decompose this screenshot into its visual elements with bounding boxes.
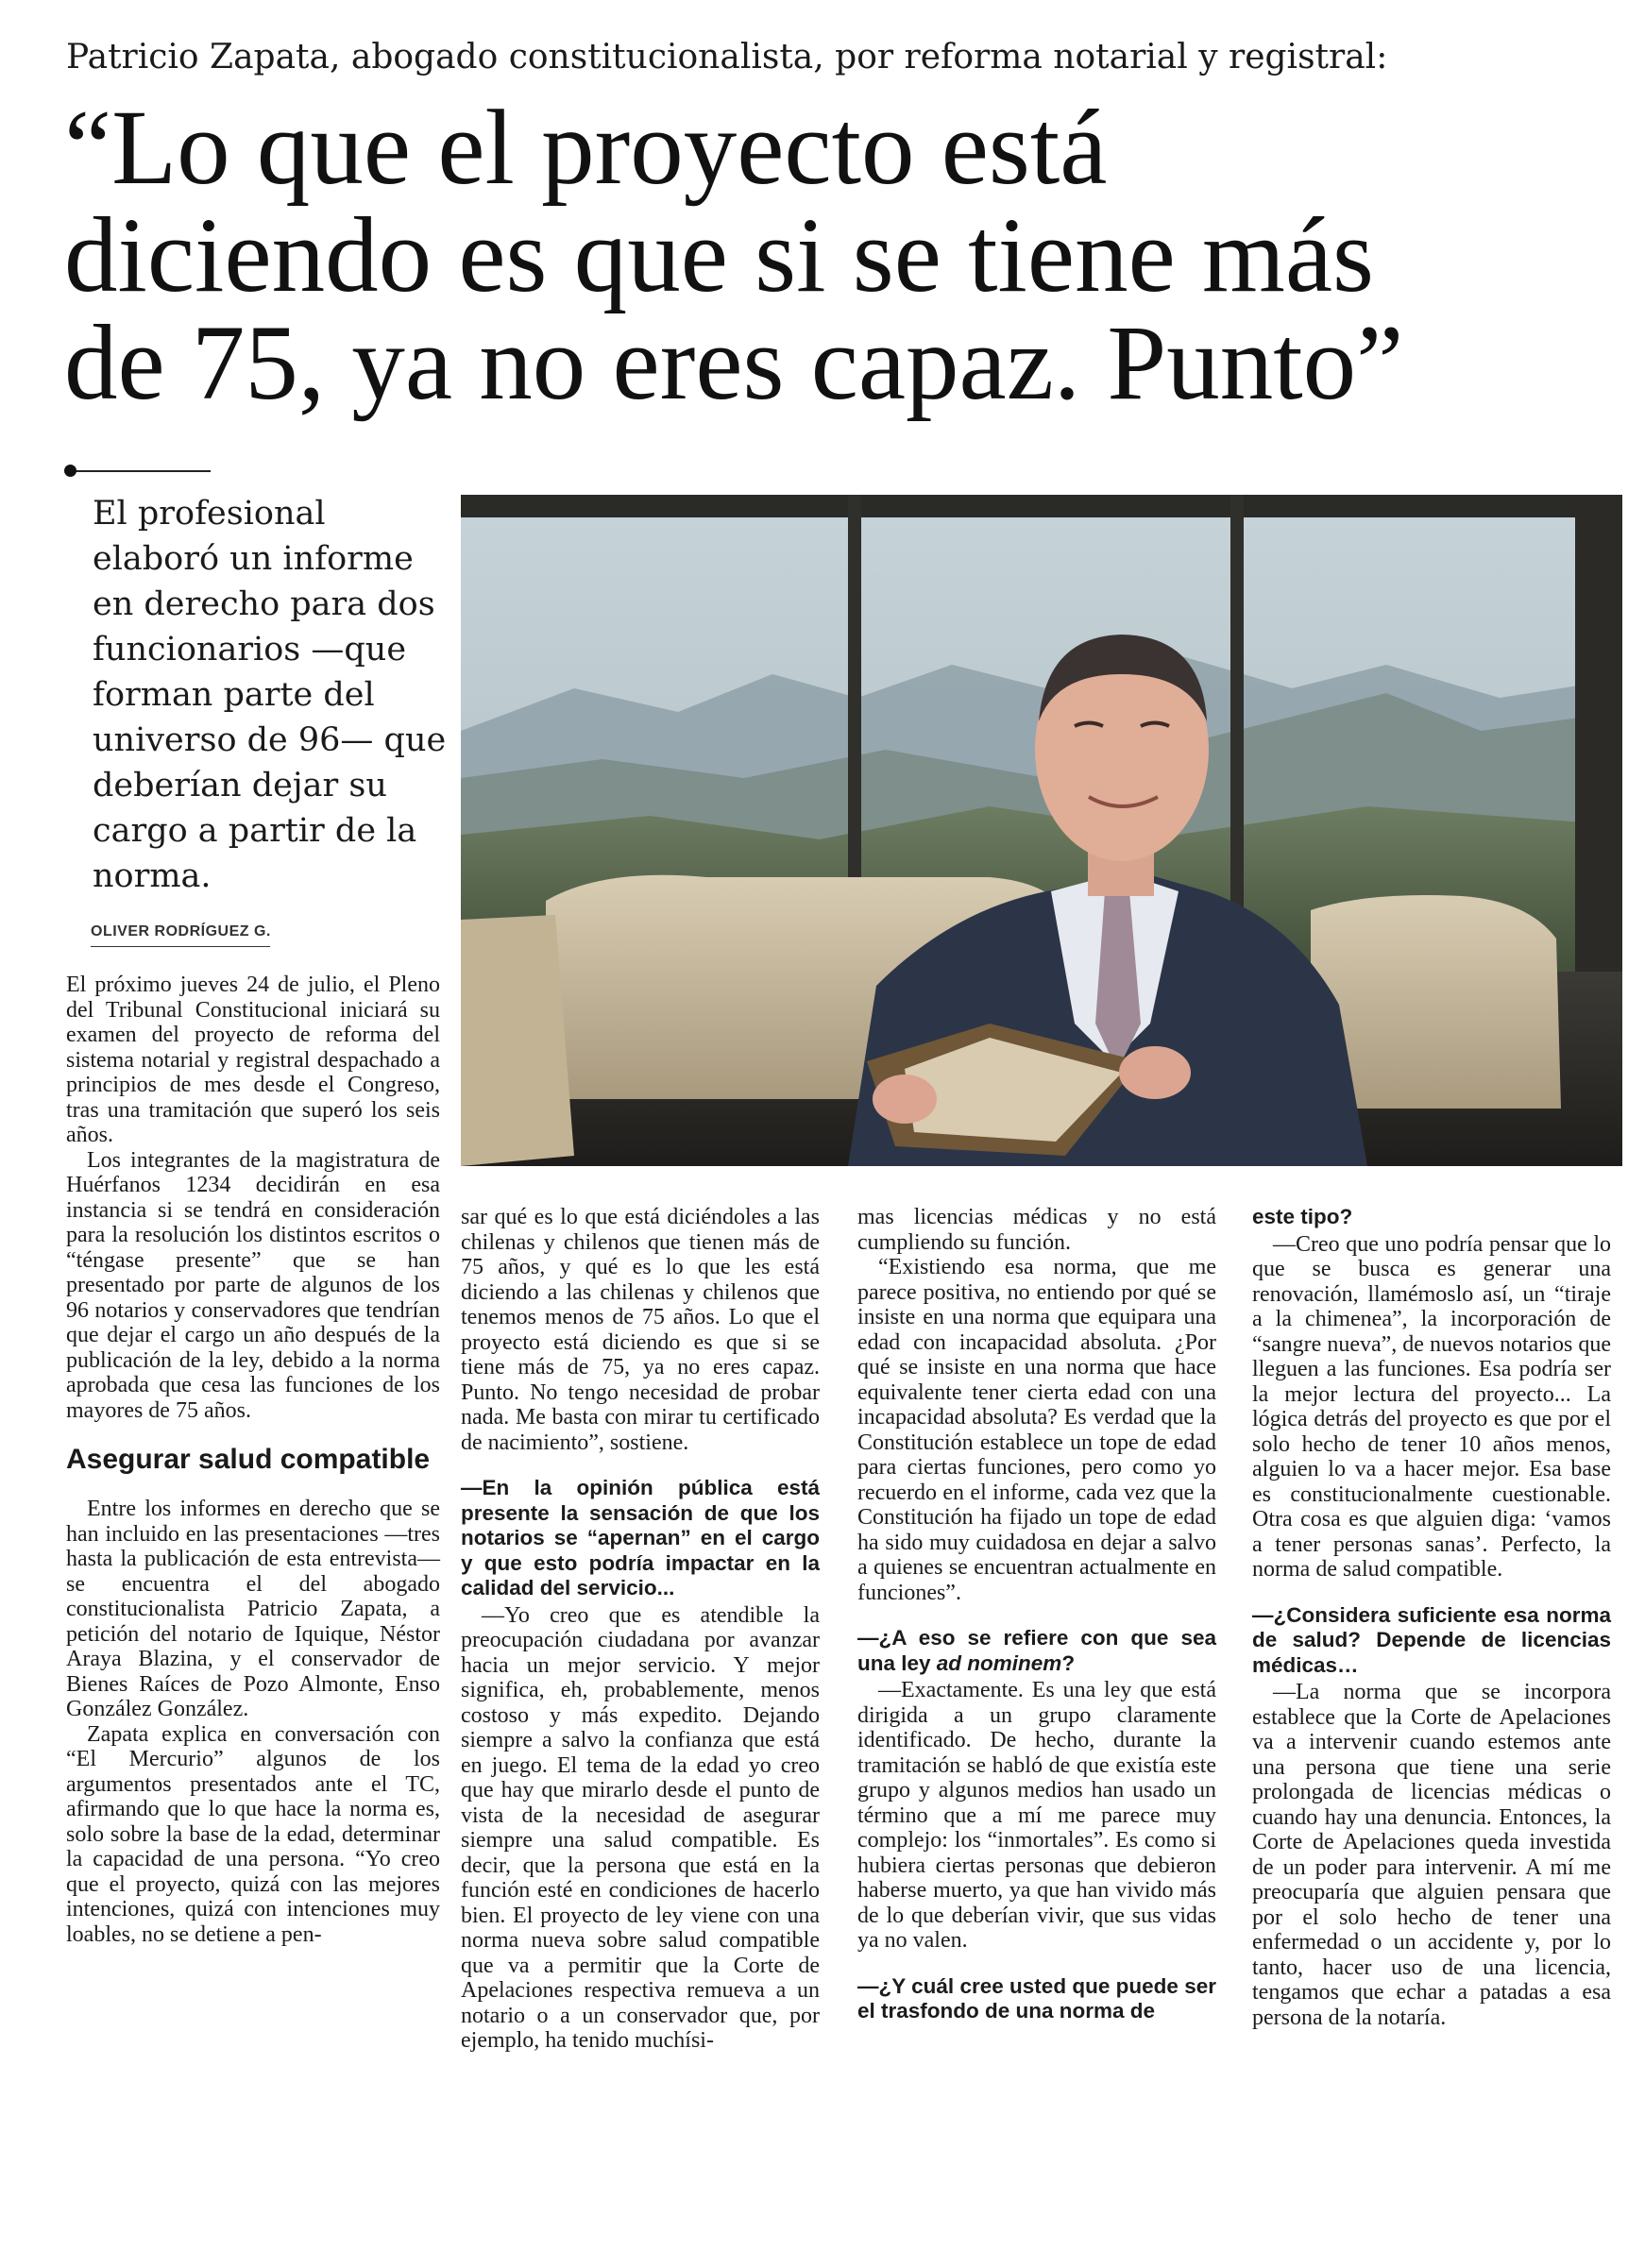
lead-divider	[66, 470, 211, 472]
article-column-2	[461, 1205, 820, 2054]
question-italic-term: ad nominem	[936, 1650, 1062, 1675]
portrait-photo-illustration	[461, 495, 1622, 1166]
paragraph: —Creo que uno podría pensar que lo que se busca es generar una renovación, llamémoslo así, un “tiraje a la chimenea”, la incorporación de “sangre nueva”, de nuevos notarios que lleguen a las funciones. Esa podría ser la mejor lectura del proyecto... La lógica detrás del proyecto es que por el solo hecho de tener 10 años menos, alguien lo va a hacer mejor. Esa base es constitucionalmente cuestionable. Otra cosa es que alguien diga: ‘vamos a tener personas sanas’. Perfecto, la norma de salud compatible.	[1252, 1231, 1611, 1582]
article-column-3	[857, 1205, 1216, 2024]
article-column-1	[66, 973, 440, 1947]
headline-line-3: de 75, ya no eres capaz. Punto”	[64, 304, 1404, 422]
interview-question: este tipo?	[1252, 1205, 1353, 1228]
paragraph: Zapata explica en conversación con “El Mercurio” algunos de los argumentos presentados ante el TC, afirmando que lo que hace la norma es, solo sobre la base de la edad, determinar la capacidad de una persona. “Yo creo que el proyecto, quizá con las mejores intenciones, quizá con intenciones muy loables, no se detiene a pen-	[66, 1721, 440, 1947]
headline-line-1: “Lo que el proyecto está	[64, 89, 1108, 207]
interview-question: —¿Considera suficiente esa norma de salud? Depende de licencias médicas…	[1252, 1602, 1611, 1677]
paragraph: Los integrantes de la magistratura de Huérfanos 1234 decidirán en esa instancia si se tendrá en consideración para la resolución los distintos escritos o “téngase presente” que se han presentado por parte de algunos de los 96 notarios y conservadores que tendrían que dejar el cargo un año después de la publicación de la ley, debido a la norma aprobada que cesa las funciones de los mayores de 75 años.	[66, 1147, 440, 1423]
lead-divider-dot	[64, 465, 76, 477]
author-byline: OLIVER RODRÍGUEZ G.	[91, 923, 271, 939]
article-kicker: Patricio Zapata, abogado constitucionalista, por reforma notarial y registral:	[66, 38, 1388, 76]
paragraph: “Existiendo esa norma, que me parece positiva, no entiendo por qué se insiste en una norma que equipara una edad con incapacidad absoluta. ¿Por qué se insiste en una norma que hace equivalente tener cierta edad con una incapacidad absoluta? Es verdad que la Constitución establece un tope de edad para ciertas funciones, pero como yo recuerdo en el informe, cada vez que la Constitución ha fijado un tope de edad ha sido muy cuidadosa en dejar a salvo a quienes se encuentran actualmente en funciones”.	[857, 1255, 1216, 1605]
question-text: —¿A eso se refiere con que sea una ley	[857, 1626, 1216, 1675]
article-lead: El profesional elaboró un informe en derecho para dos funcionarios —que forman parte del universo de 96— que deberían dejar su cargo a partir de la norma.	[93, 495, 447, 895]
paragraph: —Yo creo que es atendible la preocupación ciudadana por avanzar hacia un mejor servicio. Y mejor significa, eh, probablemente, menos costoso y más expedito. Dejando siempre a salvo la confianza que está en juego. El tema de la edad yo creo que hay que mirarlo desde el punto de vista de la necesidad de asegurar siempre una salud compatible. Es decir, que la persona que está en la función esté en condiciones de hacerlo bien. El proyecto de ley viene con una norma nueva sobre salud compatible que va a permitir que la Corte de Apelaciones respectiva remueva a un notario o a un conservador que, por ejemplo, ha tenido muchísi-	[461, 1602, 820, 2053]
headline-line-2: diciendo es que si se tiene más	[64, 196, 1375, 314]
article-column-4	[1252, 1205, 1611, 2030]
paragraph: mas licencias médicas y no está cumpliendo su función.	[857, 1205, 1216, 1255]
section-subhead: Asegurar salud compatible	[66, 1444, 431, 1475]
interview-question: —¿Y cuál cree usted que puede ser el trasfondo de una norma de	[857, 1973, 1216, 2023]
byline-underline	[91, 946, 270, 947]
paragraph: sar qué es lo que está diciéndoles a las chilenas y chilenos que tienen más de 75 años, y qué es lo que les está diciendo a las chilenas y chilenos que tenemos menos de 75 años. Lo que el proyecto está diciendo es que si se tiene más de 75, ya no eres capaz. Punto. No tengo necesidad de probar nada. Me basta con mirar tu certificado de nacimiento”, sostiene.	[461, 1205, 820, 1455]
portrait-photo	[461, 495, 1622, 1166]
interview-question	[857, 1626, 1216, 1676]
paragraph: El próximo jueves 24 de julio, el Pleno del Tribunal Constitucional iniciará su examen del proyecto de reforma del sistema notarial y registral despachado a principios de mes desde el Congreso, tras una tramitación que superó los seis años.	[66, 973, 440, 1147]
paragraph: —Exactamente. Es una ley que está dirigida a un grupo claramente identificado. De hecho, durante la tramitación se habló de que existía este grupo y algunos medios han usado un término que a mí me parece muy complejo: los “inmortales”. Es como si hubiera ciertas personas que debieron haberse muerto, ya que han vivido más de lo que deberían vivir, que sus vidas ya no valen.	[857, 1678, 1216, 1953]
paragraph: —La norma que se incorpora establece que la Corte de Apelaciones va a intervenir cuando estemos ante una persona que tiene una serie prolongada de licencias médicas o cuando hay una denuncia. Entonces, la Corte de Apelaciones queda investida de un poder para intervenir. A mí me preocuparía que alguien pensara que por el solo hecho de tener una enfermedad o un accidente y, por lo tanto, hacer uso de una licencia, tengamos que echar a patadas a esa persona de la notaría.	[1252, 1680, 1611, 2030]
article-headline	[64, 89, 1622, 422]
paragraph: Entre los informes en derecho que se han incluido en las presentaciones —tres hasta la publicación de esta entrevista— se encuentra el del abogado constitucionalista Patricio Zapata, a petición del notario de Iquique, Néstor Araya Blazina, y el conservador de Bienes Raíces de Pozo Almonte, Enso González González.	[66, 1497, 440, 1721]
interview-question: —En la opinión pública está presente la sensación de que los notarios se “apernan” en el cargo y que esto podría impactar en la calidad del servicio...	[461, 1476, 820, 1599]
question-mark: ?	[1061, 1650, 1076, 1675]
